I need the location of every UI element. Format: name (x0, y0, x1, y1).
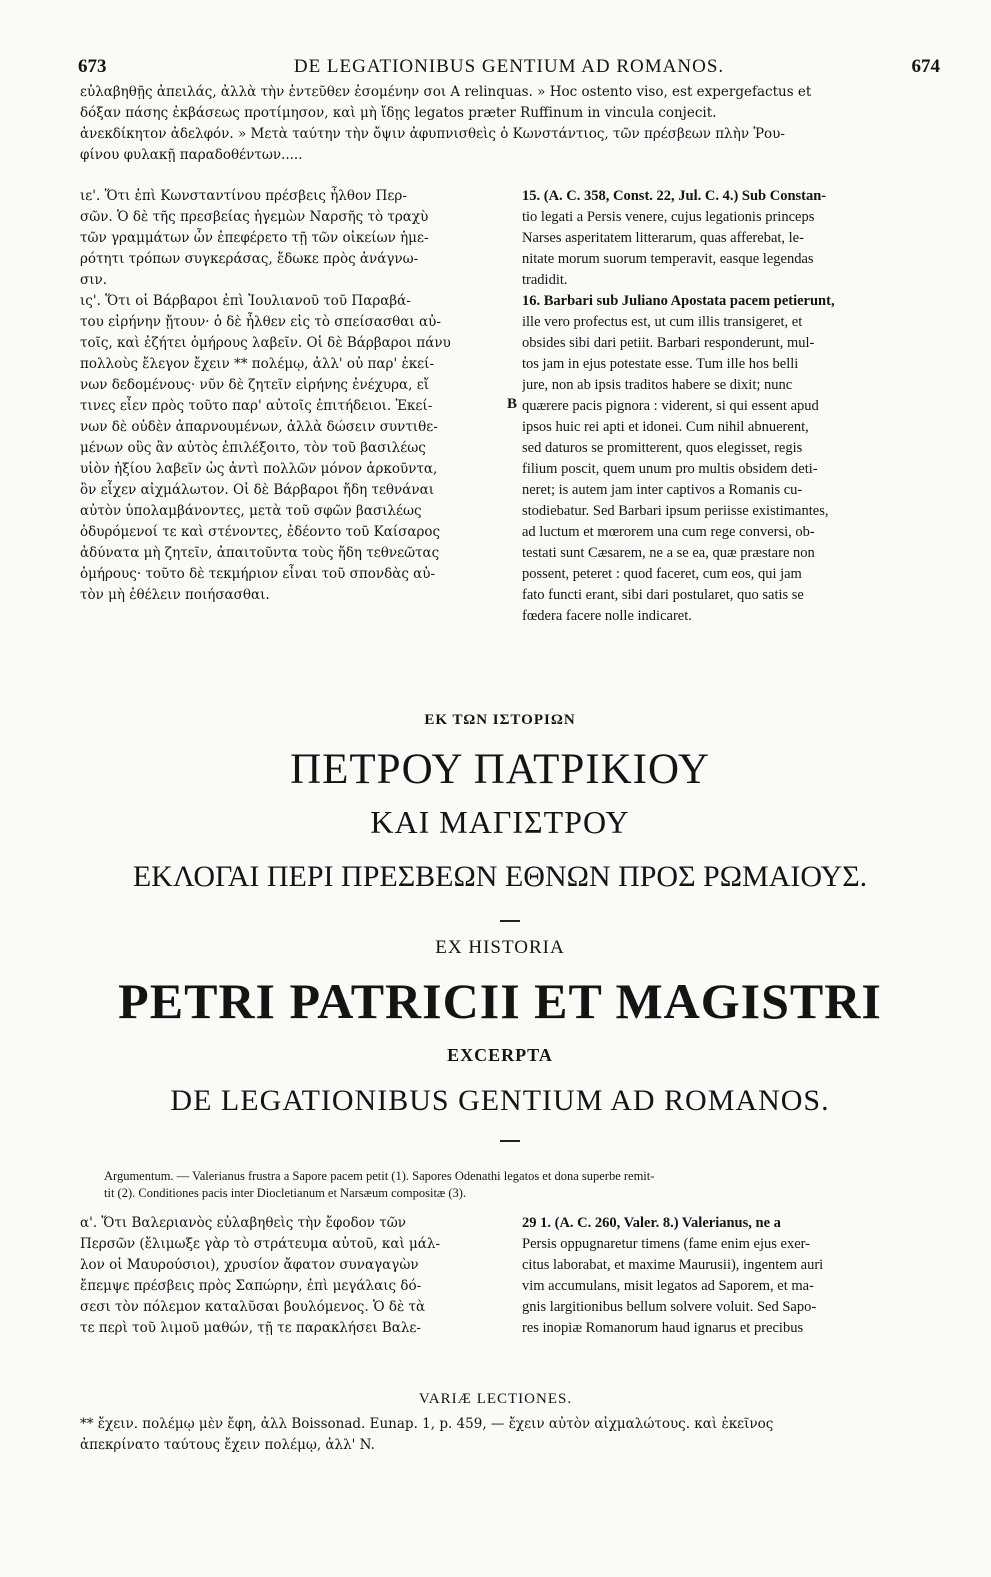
text-line: sed daturos se promitterent, quos elegisset, regis (522, 440, 803, 456)
text-line: ἀνεκδίκητον ἀδελφόν. » Μετὰ ταύτην τὴν ὄψιν ἀφυπνισθεὶς ὁ Κωνστάντιος, τῶν πρέσβεων πλὴν Ῥου- (80, 126, 785, 142)
text-line: Narses asperitatem litterarum, quas afferebat, le- (522, 230, 804, 246)
text-line: nitate morum suorum temperavit, easque legendas (522, 251, 814, 267)
title-line-petrou-patrikiou: ΠΕΤΡΟΥ ΠΑΤΡΙΚΙΟΥ (290, 746, 710, 793)
text-line: ὀδυρόμενοί τε καὶ στένοντες, ἐδέοντο τοῦ Καίσαρος (80, 524, 441, 540)
text-line: υἱὸν ἠξίου λαβεῖν ὡς ἀντὶ πολλῶν μόνον ἀρκοῦντα, (80, 461, 438, 477)
text-line: τῶν γραμμάτων ὧν ἐπεφέρετο τῇ τῶν οἰκείων ἡμε- (80, 230, 429, 246)
text-line: ἀδύνατα μὴ ζητεῖν, ἀπαιτοῦντα τοὺς ἤδη τεθνεῶτας (80, 545, 440, 561)
greek-column-1 (80, 186, 510, 606)
text-line: λον οἱ Μαυρούσιοι), χρυσίον ἄφατον συναγαγὼν (80, 1257, 419, 1273)
text-line: testati sunt Cæsarem, ne a se ea, quæ præstare non (522, 545, 815, 561)
title-line-petri-patricii: PETRI PATRICII ET MAGISTRI (118, 973, 882, 1029)
text-line: ad luctum et mœrorem una cum rege conversi, ob- (522, 524, 815, 540)
text-line: σῶν. Ὁ δὲ τῆς πρεσβείας ἡγεμὼν Ναρσῆς τὸ τραχὺ (80, 209, 429, 225)
text-line: μένων οὓς ἂν αὐτὸς ἐπιλέξοιτο, τὸν τοῦ βασιλέως (80, 440, 426, 456)
text-line: φίνου φυλακῇ παραδοθέντων..... (80, 147, 303, 163)
text-line: εὐλαβηθῇς ἀπειλάς, ἀλλὰ τὴν ἐντεῦθεν ἐσομένην σοι A relinquas. » Hoc ostento viso, est expergefactus et (80, 84, 812, 100)
latin-column-2 (522, 1213, 942, 1339)
title-line-kai-magistrou: ΚΑΙ ΜΑΓΙΣΤΡΟΥ (370, 804, 630, 840)
text-line: δόξαν πάσης ἐκβάσεως προτίμησον, καὶ μὴ ἴδῃς legatos præter Ruffinum in vincula conjecit. (80, 105, 717, 121)
text-line: tio legati a Persis venere, cujus legationis princeps (522, 209, 815, 225)
text-line: tradidit. (522, 272, 568, 288)
text-line: του εἰρήνην ᾔτουν· ὁ δὲ ἦλθεν εἰς τὸ σπείσασθαι αὐ- (80, 314, 441, 330)
title-line-eklogai: ΕΚΛΟΓΑΙ ΠΕΡΙ ΠΡΕΣΒΕΩΝ ΕΘΝΩΝ ΠΡΟΣ ΡΩΜΑΙΟΥΣ. (132, 860, 868, 893)
text-line: ρότητι τρόπων συγκεράσας, ἔδωκε πρὸς ἀνάγνω- (80, 251, 419, 267)
text-line: νων δὲ οὐδὲν ἀπαρνουμένων, ἀλλὰ δώσειν συντιθε- (80, 419, 438, 435)
footnote-line: ἀπεκρίνατο ταύτους ἔχειν πολέμῳ, ἀλλ' N. (80, 1437, 375, 1453)
footnotes (80, 1414, 940, 1456)
title-line-de-legationibus: DE LEGATIONIBUS GENTIUM AD ROMANOS. (170, 1084, 830, 1117)
text-line: filium poscit, quem unum pro multis obsidem deti- (522, 461, 818, 477)
text-line: jure, non ab ipsis traditos habere se dixit; nunc (522, 377, 793, 393)
text-line: quærere pacis pignora : viderent, si qui essent apud (522, 398, 819, 414)
page-number-left: 673 (78, 56, 107, 77)
text-line: τε περὶ τοῦ λιμοῦ μαθών, τῇ τε παρακλήσει Βαλε- (80, 1320, 421, 1336)
header-title: DE LEGATIONIBUS GENTIUM AD ROMANOS. (293, 56, 725, 77)
text-line: σιν. (80, 272, 108, 288)
text-line: σεσι τὸν πόλεμον καταλῦσαι βουλόμενος. Ὁ δὲ τὰ (80, 1299, 426, 1315)
running-header (78, 56, 940, 82)
latin-column-1 (522, 186, 942, 627)
text-line: Persis oppugnaretur timens (fame enim ejus exer- (522, 1236, 811, 1252)
variae-lectiones-heading: VARIÆ LECTIONES. (418, 1391, 573, 1407)
divider (500, 920, 520, 922)
text-line: obsides sibi dari petiit. Barbari responderunt, mul- (522, 335, 815, 351)
argumentum (104, 1168, 944, 1202)
text-line: τὸν μὴ ἐθέλειν ποιήσασθαι. (80, 587, 270, 603)
text-line: gnis largitionibus bellum solvere voluit. Sed Sapo- (522, 1299, 817, 1315)
text-line: tos jam in ejus potestate esse. Tum ille hos belli (522, 356, 799, 372)
text-line: πολλοὺς ἔλεγον ἔχειν ** πολέμῳ, ἀλλ' οὐ παρ' ἐκεί- (80, 356, 435, 372)
column-marker-b: B (507, 396, 518, 412)
text-line: neret; is autem jam inter captivos a Romanis cu- (522, 482, 803, 498)
text-line: τοῖς, καὶ ἐζήτει ὁμήρους λαβεῖν. Οἱ δὲ Βάρβαροι πάνυ (80, 335, 451, 351)
text-line: 29 1. (A. C. 260, Valer. 8.) Valerianus, ne a (522, 1215, 781, 1231)
title-line-greek-intro: ΕΚ ΤΩΝ ΙΣΤΟΡΙΩΝ (424, 712, 576, 728)
text-line: fato functi erant, sibi dari postularet, quo satis se (522, 587, 804, 603)
text-line: ις'. Ὅτι οἱ Βάρβαροι ἐπὶ Ἰουλιανοῦ τοῦ Παραβά- (80, 293, 411, 309)
text-line: ille vero profectus est, ut cum illis transigeret, et (522, 314, 803, 330)
greek-column-2 (80, 1213, 512, 1339)
top-full-width-text (80, 82, 940, 166)
title-line-ex-historia: EX HISTORIA (435, 937, 565, 958)
divider (500, 1140, 520, 1142)
text-line: citus laborabat, et maxime Maurusii), ingentem auri (522, 1257, 824, 1273)
text-line: stodiebatur. Sed Barbari ipsum periisse existimantes, (522, 503, 829, 519)
text-line: tit (2). Conditiones pacis inter Diocletianum et Narsæum compositæ (3). (104, 1186, 467, 1200)
text-line: ιε'. Ὅτι ἐπὶ Κωνσταντίνου πρέσβεις ἦλθον Περ- (80, 188, 407, 204)
text-line: νων δεδομένους· νῦν δὲ ζητεῖν εἰρήνης ἐνέχυρα, εἴ (80, 377, 429, 393)
text-line: αὐτὸν ὑπολαμβάνοντες, μετὰ τοῦ σφῶν βασιλέως (80, 503, 422, 519)
text-line: Περσῶν (ἔλιμωξε γὰρ τὸ στράτευμα αὐτοῦ, καὶ μάλ- (80, 1236, 441, 1252)
text-line: res inopiæ Romanorum haud ignarus et precibus (522, 1320, 804, 1336)
text-line: ipsos huic rei apti et idonei. Cum nihil abnuerent, (522, 419, 809, 435)
page-number-right: 674 (911, 56, 940, 77)
text-line: Argumentum. — Valerianus frustra a Sapore pacem petit (1). Sapores Odenathi legatos et dona superbe remit- (104, 1169, 655, 1183)
text-line: ὃν εἶχεν αἰχμάλωτον. Οἱ δὲ Βάρβαροι ἤδη τεθνάναι (80, 482, 434, 498)
text-line: 15. (A. C. 358, Const. 22, Jul. C. 4.) Sub Constan- (522, 188, 827, 204)
text-line: possent, peteret : quod faceret, cum eos, qui jam (522, 566, 802, 582)
text-line: 16. Barbari sub Juliano Apostata pacem petierunt, (522, 293, 835, 309)
text-line: vim accumulans, misit legatos ad Saporem, et ma- (522, 1278, 814, 1294)
text-line: τινες εἶεν πρὸς τοῦτο παρ' αὐτοῖς ἐπιτήδειοι. Ἐκεί- (80, 398, 433, 414)
text-line: ὁμήρους· τοῦτο δὲ τεκμήριον εἶναι τοῦ σπονδὰς αὐ- (80, 566, 436, 582)
footnote-line: ** ἔχειν. πολέμῳ μὲν ἔφη, ἀλλ Boissonad. Eunap. 1, p. 459, — ἔχειν αὐτὸν αἰχμαλώτους. καὶ ἐκεῖνος (80, 1416, 774, 1432)
title-line-excerpta: EXCERPTA (447, 1045, 553, 1065)
text-line: fœdera facere nolle indicaret. (522, 608, 692, 624)
text-line: ἔπεμψε πρέσβεις πρὸς Σαπώρην, ἐπὶ μεγάλαις δό- (80, 1278, 422, 1294)
text-line: α'. Ὅτι Βαλεριανὸς εὐλαβηθεὶς τὴν ἔφοδον τῶν (80, 1215, 406, 1231)
